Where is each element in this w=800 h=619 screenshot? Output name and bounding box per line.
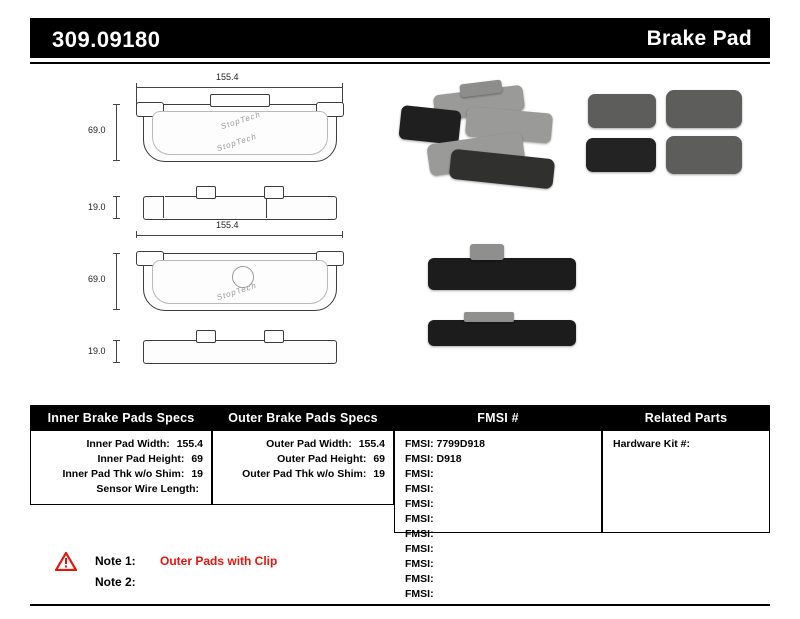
edge-detail [266,196,268,218]
outer-pad-thickness-value: 19 [373,468,385,480]
outer-pad-height-label: Outer Pad Height: [277,453,367,465]
inner-specs-body [31,431,211,507]
inner-pad-height-label: 69.0 [88,125,106,135]
note-row-2 [55,573,555,594]
product-photo-pad-side [428,258,576,290]
inner-specs-table [30,405,212,505]
inner-pad-height-value: 69 [191,453,203,465]
header-divider [30,62,770,64]
outer-pad-height-value: 69 [373,453,385,465]
note-row-1 [55,552,555,573]
product-photo-pad [666,136,742,174]
table-row [221,467,385,482]
inner-thickness-dimension-line [116,196,117,218]
outer-pad-thickness-label: Outer Pad Thk w/o Shim: [242,468,367,480]
fmsi-heading: FMSI # [395,406,601,431]
outer-pad-thickness-label: 19.0 [88,346,106,356]
outer-pad-width-label: 155.4 [216,220,239,230]
fmsi-label: FMSI: [405,543,434,555]
product-photo-pad [449,149,556,190]
fmsi-left-column [395,437,505,527]
outer-pad-watermark: StopTech [215,280,258,303]
inner-pad-width-label: Inner Pad Width: [86,438,170,450]
inner-pad-watermark: StopTech [215,131,258,154]
table-row [613,437,769,452]
notes-section [55,552,555,594]
tick [113,218,120,219]
tick [113,309,120,310]
table-row [405,497,505,512]
edge-clip-left [196,186,216,199]
edge-detail [163,196,165,218]
fmsi-label: FMSI: [405,513,434,525]
tick [113,340,120,341]
outer-thickness-dimension-line [116,340,117,362]
inner-pad-watermark: StopTech [219,109,262,132]
table-row [405,482,505,497]
outer-pad-width-label: Outer Pad Width: [266,438,352,450]
drawing-area [30,68,770,388]
table-row [39,482,203,497]
outer-pad-height-label: 69.0 [88,274,106,284]
inner-pad-width-label: 155.4 [216,72,239,82]
outer-height-dimension-line [116,253,117,309]
fmsi-table [394,405,602,600]
outer-pad-width-value: 155.4 [358,438,385,450]
product-photo-tab [470,244,504,260]
footer-divider [30,604,770,606]
table-row [39,437,203,452]
table-row [405,527,495,542]
header-bar [30,18,770,58]
outer-specs-table [212,405,394,505]
product-photo-pad [666,90,742,128]
note-1-label: Note 1: [95,554,136,568]
page-title: Brake Pad [646,27,752,50]
table-row [405,512,505,527]
inner-pad-height-label: Inner Pad Height: [97,453,185,465]
fmsi-label: FMSI: [405,468,434,480]
note-1-value: Outer Pads with Clip [160,554,278,568]
sensor-wire-length-label: Sensor Wire Length: [96,483,199,495]
inner-pad-thickness-value: 19 [191,468,203,480]
inner-pad-thickness-label: 19.0 [88,202,106,212]
fmsi-value: D918 [436,453,462,465]
fmsi-label: FMSI: [405,558,434,570]
outer-edge-clip-left [196,330,216,343]
product-photo-pad [586,138,656,172]
inner-pad-clip [210,94,270,107]
inner-pad-thickness-label: Inner Pad Thk w/o Shim: [62,468,185,480]
tick [113,160,120,161]
inner-width-dimension-line [136,87,342,88]
fmsi-value: 7799D918 [436,438,485,450]
edge-clip-right [264,186,284,199]
related-parts-heading: Related Parts [603,406,769,431]
fmsi-label: FMSI: [405,498,434,510]
table-row [221,452,385,467]
outer-edge-clip-right [264,330,284,343]
inner-height-dimension-line [116,104,117,160]
table-row [221,437,385,452]
product-photo-tab [464,312,514,322]
product-photo-pad-side [428,320,576,346]
warning-icon [55,552,77,571]
outer-pad-edge-outline [143,340,337,364]
outer-specs-body [213,431,393,492]
note-2-label: Note 2: [95,575,136,589]
fmsi-label: FMSI: [405,528,434,540]
fmsi-label: FMSI: [405,483,434,495]
tick [342,231,343,238]
tick [113,253,120,254]
inner-pad-width-value: 155.4 [176,438,203,450]
tick [113,196,120,197]
outer-width-dimension-line [136,235,342,236]
fmsi-label: FMSI: [405,588,434,600]
part-number: 309.09180 [52,27,161,52]
tick [136,231,137,238]
product-photo-pad [398,105,461,145]
hardware-kit-label: Hardware Kit #: [613,438,691,450]
fmsi-label: FMSI: [405,573,434,585]
tick [113,104,120,105]
table-row [405,437,505,452]
table-row [405,452,505,467]
tick [113,362,120,363]
outer-specs-heading: Outer Brake Pads Specs [213,406,393,431]
related-parts-body [603,431,769,462]
product-photo-pad [588,94,656,128]
table-row [405,467,505,482]
inner-specs-heading: Inner Brake Pads Specs [31,406,211,431]
fmsi-label: FMSI: [405,438,434,450]
table-row [39,452,203,467]
related-parts-table [602,405,770,533]
sensor-wire-length-value [199,483,203,495]
inner-pad-edge-outline [143,196,337,220]
table-row [39,467,203,482]
fmsi-label: FMSI: [405,453,434,465]
